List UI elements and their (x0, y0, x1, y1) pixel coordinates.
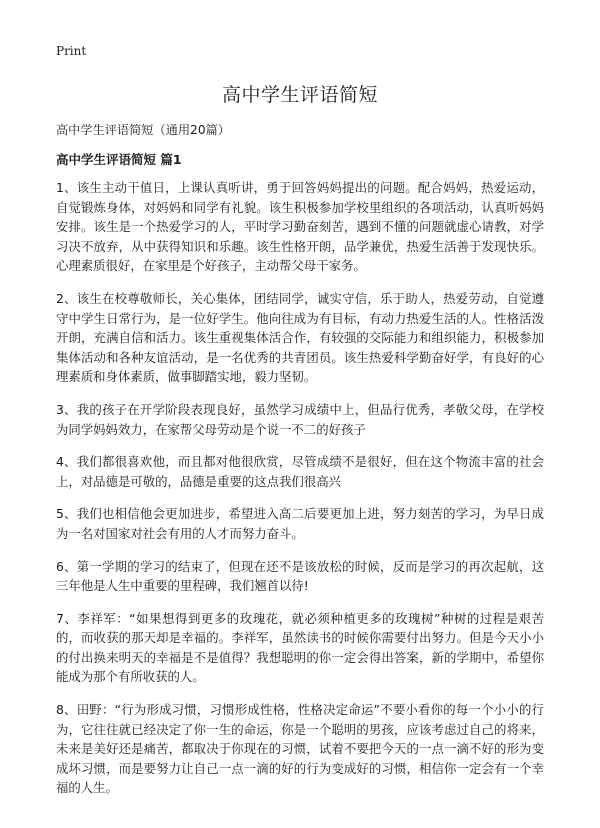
paragraph-1: 1、该生主动干值日，上课认真听讲，勇于回答妈妈提出的问题。配合妈妈，热爱运动，自觉锻炼身体，对妈妈和同学有礼貌。该生积极参加学校里组织的各项活动，认真听妈妈安排。该生是一个热爱学习的人，平时学习勤奋刻苦，遇到不懂的问题就虚心请教，对学习决不放弃，从中获得知识和乐趣。该生性格开朗，品学兼优，热爱生活善于发现快乐。心理素质很好，在家里是个好孩子，主动帮父母干家务。 (56, 180, 544, 274)
document-subtitle: 高中学生评语简短（通用20篇） (56, 123, 230, 137)
paragraph-8: 8、田野：“行为形成习惯，习惯形成性格，性格决定命运”不要小看你的每一个小小的行为，它往往就已经决定了你一生的命运，你是一个聪明的男孩，应该考虑过自己的将来，未来是美好还是痛苦，都取决于你现在的习惯，试着不要把今天的一点一滴不好的形为变成坏习惯，而是要努力让自己一点一滴的好的行为变成好的习惯，相信你一定会有一个幸福的人生。 (56, 702, 544, 796)
paragraph-7: 7、李祥军：“如果想得到更多的玫瑰花，就必须种植更多的玫瑰树”种树的过程是艰苦的，而收获的那天却是幸福的。李祥军，虽然读书的时候你需要付出努力。但是今天小小的付出换来明天的幸福是不是值得？我想聪明的你一定会得出答案，新的学期中，希望你能成为那个有所收获的人。 (56, 610, 544, 685)
paragraph-4: 4、我们都很喜欢他，而且都对他很欣赏，尽管成绩不是很好，但在这个物流丰富的社会上，对品德是可敬的，品德是重要的这点我们很高兴 (56, 454, 544, 489)
section-heading: 高中学生评语简短 篇1 (56, 152, 182, 167)
page-title: 高中学生评语简短 (221, 84, 378, 106)
paragraph-3: 3、我的孩子在开学阶段表现良好，虽然学习成绩中上，但品行优秀，孝敬父母，在学校为同学妈妈效力，在家帮父母劳动是个说一不二的好孩子 (56, 401, 544, 437)
paragraph-2: 2、该生在校尊敬师长，关心集体，团结同学，诚实守信，乐于助人，热爱劳动，自觉遵守中学生日常行为，是一位好学生。他向往成为有目标，有动力热爱生活的人。性格活泼开朗，充满自信和活力。该生重视集体活合作，有较强的交际能力和组织能力，积极参加集体活动和各种友谊活动，是一名优秀的共青团员。该生热爱科学勤奋好学，有良好的心理素质和身体素质，做事脚踏实地，毅力坚韧。 (56, 290, 544, 385)
article-body (56, 178, 544, 811)
paragraph-6: 6、第一学期的学习的结束了，但现在还不是该放松的时候，反而是学习的再次起航，这三年他是人生中重要的里程碑，我们翘首以待! (56, 558, 544, 594)
print-link[interactable]: Print (56, 44, 87, 58)
paragraph-5: 5、我们也相信他会更加进步，希望进入高二后要更加上进，努力刻苦的学习，为早日成为一名对国家对社会有用的人才而努力奋斗。 (56, 506, 544, 541)
